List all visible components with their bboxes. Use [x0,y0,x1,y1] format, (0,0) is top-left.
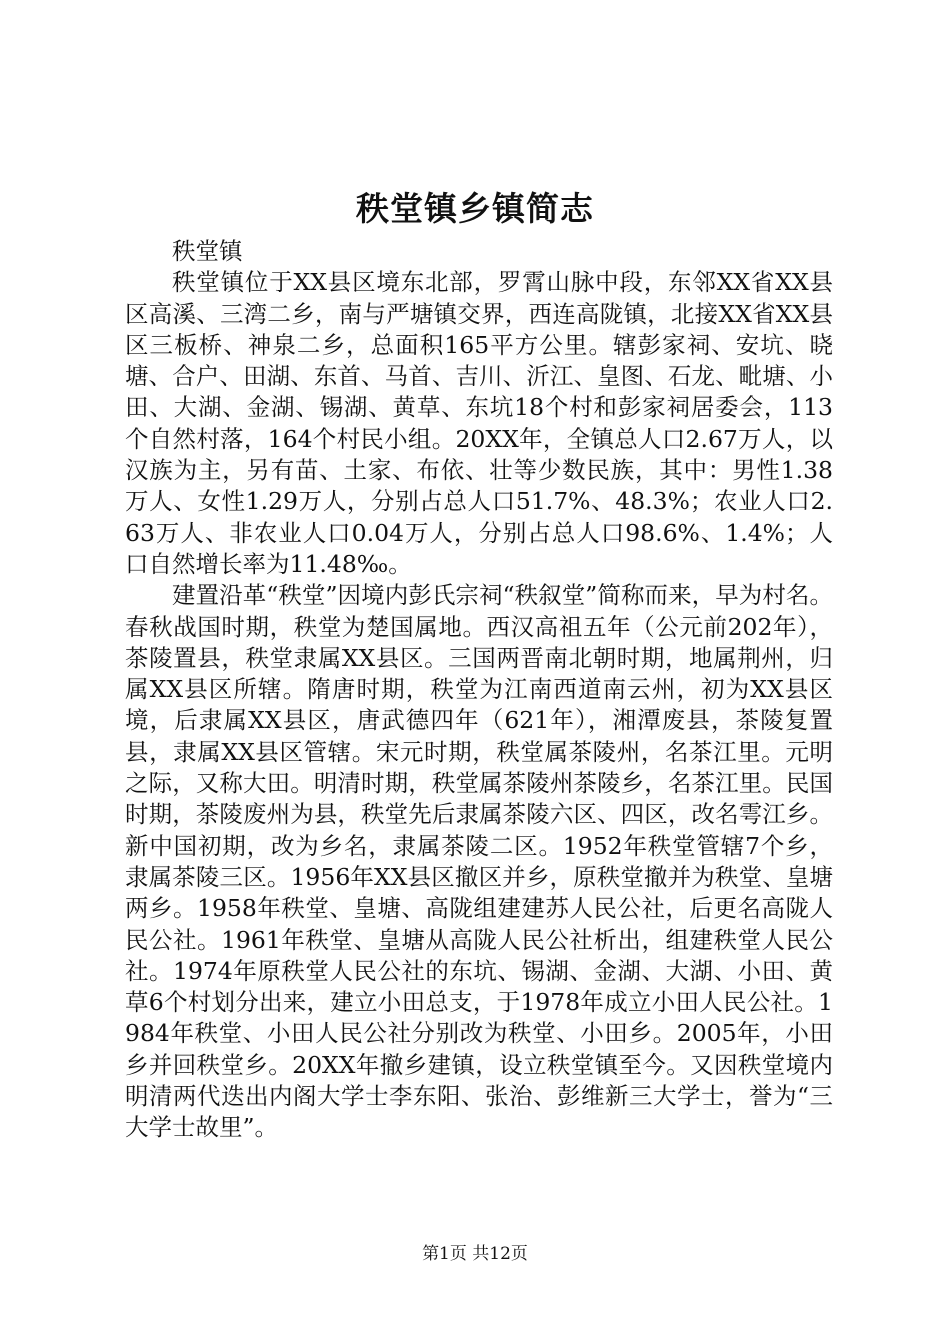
document-body [125,236,833,1144]
page-number: 第1页 共12页 [422,1244,528,1264]
paragraph-overview: 秩堂镇位于XX县区境东北部，罗霄山脉中段，东邻XX省XX县区高溪、三湾二乡，南与严塘镇交界，西连高陇镇，北接XX省XX县区三板桥、神泉二乡，总面积165平方公里。辖彭家祠、安坑、晓塘、合户、田湖、东首、马首、吉川、沂江、皇图、石龙、毗塘、小田、大湖、金湖、锡湖、黄草、东坑18个村和彭家祠居委会，113个自然村落，164个村民小组。20XX年，全镇总人口2.67万人，以汉族为主，另有苗、土家、布依、壮等少数民族，其中：男性1.38万人、女性1.29万人，分别占总人口51.7%、48.3%；农业人口2.63万人、非农业人口0.04万人，分别占总人口98.6%、1.4%；人口自然增长率为11.48‰。 [125,268,833,578]
paragraph-history: 建置沿革“秩堂”因境内彭氏宗祠“秩叙堂”简称而来，早为村名。春秋战国时期，秩堂为楚国属地。西汉高祖五年（公元前202年），茶陵置县，秩堂隶属XX县区。三国两晋南北朝时期，地属荆州，归属XX县区所辖。隋唐时期，秩堂为江南西道南云州，初为XX县区境，后隶属XX县区，唐武德四年（621年），湘潭废县，茶陵复置县，隶属XX县区管辖。宋元时期，秩堂属茶陵州，名茶江里。元明之际，又称大田。明清时期，秩堂属茶陵州茶陵乡，名茶江里。民国时期，茶陵废州为县，秩堂先后隶属茶陵六区、四区，改名雩江乡。新中国初期，改为乡名，隶属茶陵二区。1952年秩堂管辖7个乡，隶属茶陵三区。1956年XX县区撤区并乡，原秩堂撤并为秩堂、皇塘两乡。1958年秩堂、皇塘、高陇组建建苏人民公社，后更名高陇人民公社。1961年秩堂、皇塘从高陇人民公社析出，组建秩堂人民公社。1974年原秩堂人民公社的东坑、锡湖、金湖、大湖、小田、黄草6个村划分出来，建立小田总支，于1978年成立小田人民公社。1984年秩堂、小田人民公社分别改为秩堂、小田乡。2005年，小田乡并回秩堂乡。20XX年撤乡建镇，设立秩堂镇至今。又因秩堂境内明清两代迭出内阁大学士李东阳、张治、彭维新三大学士，誉为“三大学士故里”。 [125,581,833,1142]
document-title: 秩堂镇乡镇简志 [356,189,594,228]
section-heading: 秩堂镇 [172,237,243,265]
